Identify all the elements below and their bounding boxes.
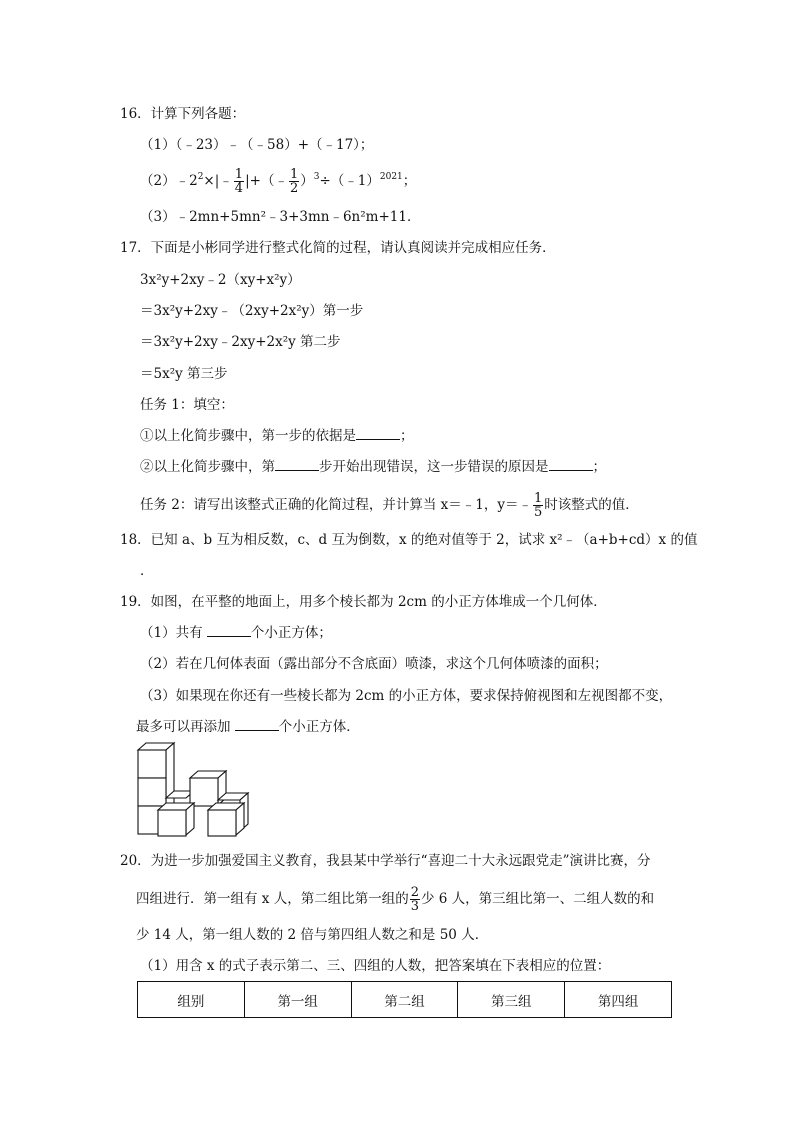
q18-text: 18．已知 a、b 互为相反数，c、d 互为倒数，x 的绝对值等于 2，试求 x²﹣（a+b+cd）x 的值 <box>120 532 698 548</box>
q17-task2: 任务 2：请写出该整式正确的化简过程，并计算当 x＝﹣1，y＝﹣ $\frac{1}{5}$ 时该整式的值． <box>140 491 639 520</box>
q19-part3: （3）如果现在你还有一些棱长都为 2cm 的小正方体，要求保持俯视图和左视图都不变， <box>140 688 673 704</box>
q17-task1-item1: ①以上化简步骤中，第一步的依据是 ； <box>140 428 414 444</box>
q17-step1: ＝3x²y+2xy﹣（2xy+2x²y）第一步 <box>140 303 364 319</box>
q19-heading: 19．如图，在平整的地面上，用多个棱长都为 2cm 的小正方体堆成一个几何体． <box>120 594 607 610</box>
answer-blank <box>549 458 593 471</box>
q19-part1: （1）共有 个小正方体； <box>140 625 332 641</box>
table-cell-group2: 第二组 <box>351 982 458 1018</box>
q17-step3: ＝5x²y 第三步 <box>140 366 228 382</box>
q16-heading: 16．计算下列各题： <box>120 106 246 122</box>
fraction-one-half: $\frac{1}{2}$ <box>289 167 299 196</box>
table-cell-group4: 第四组 <box>565 982 672 1018</box>
q19-part2: （2）若在几何体表面（露出部分不含底面）喷漆，求这个几何体喷漆的面积； <box>140 656 608 672</box>
fraction-two-thirds: $\frac{2}{3}$ <box>410 885 419 914</box>
q18-end: ． <box>140 563 154 579</box>
q19-part3-cont: 最多可以再添加 个小正方体． <box>136 719 360 735</box>
table-row <box>138 982 672 1018</box>
table-cell-group: 组别 <box>138 982 245 1018</box>
answer-blank <box>207 624 251 637</box>
answer-blank <box>275 458 319 471</box>
q20-line2: 四组进行．第一组有 x 人，第二组比第一组的 $\frac{2}{3}$ 少 6 人，第三组比第一、二组人数的和 <box>136 885 655 914</box>
answer-blank <box>356 427 400 440</box>
group-table <box>137 981 672 1018</box>
cube-stack-figure <box>130 740 255 840</box>
fraction-one-fifth: $\frac{1}{5}$ <box>534 491 543 520</box>
q16-part1: （1）（﹣23）﹣（﹣58）+（﹣17）； <box>140 137 374 153</box>
q16-part3: （3）﹣2mn+5mn²﹣3+3mn﹣6n²m+11． <box>140 209 421 225</box>
q17-task1-item2: ②以上化简步骤中，第 步开始出现错误，这一步错误的原因是 ； <box>140 459 606 475</box>
q17-task1-heading: 任务 1：填空： <box>140 397 234 413</box>
q20-line3: 少 14 人，第一组人数的 2 倍与第四组人数之和是 50 人． <box>136 927 489 943</box>
q20-part1: （1）用含 x 的式子表示第二、三、四组的人数，把答案填在下表相应的位置： <box>140 958 611 974</box>
q17-expression: 3x²y+2xy﹣2（xy+x²y） <box>140 272 301 288</box>
answer-blank <box>235 718 279 731</box>
table-cell-group1: 第一组 <box>244 982 351 1018</box>
table-cell-group3: 第三组 <box>458 982 565 1018</box>
q17-step2: ＝3x²y+2xy﹣2xy+2x²y 第二步 <box>140 334 341 350</box>
fraction-one-quarter: $\frac{1}{4}$ <box>234 167 244 196</box>
q20-line1: 20．为进一步加强爱国主义教育，我县某中学举行“喜迎二十大永远跟党走”演讲比赛，分 <box>120 853 651 869</box>
q16-part2: $(2)﹣2^2\times|﹣$ $\frac{1}{4}$ |+（﹣ $\frac{1}{2}$ ）$^3$÷（﹣1）$^{2021}$； <box>140 167 417 196</box>
q17-heading: 17．下面是小彬同学进行整式化简的过程，请认真阅读并完成相应任务． <box>120 240 556 256</box>
